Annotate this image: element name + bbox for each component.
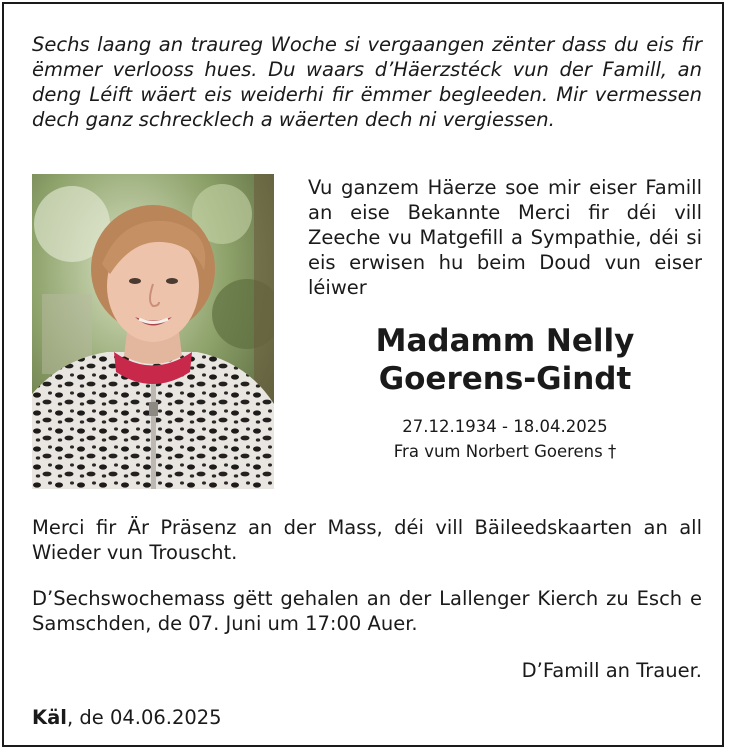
- name-line-1: Madamm Nelly: [375, 323, 635, 359]
- name-line-2: Goerens-Gindt: [378, 361, 632, 397]
- family-signature: D’Famill an Trauer.: [521, 659, 702, 682]
- deceased-name: [308, 322, 702, 398]
- place-date-line: [32, 705, 432, 730]
- obituary-card: [2, 2, 724, 747]
- place-name: Käl: [32, 706, 67, 729]
- spouse-line: Fra vum Norbert Goerens †: [393, 442, 617, 461]
- mass-thanks-paragraph: Merci fir Är Präsenz an der Mass, déi vill Bäileedskaarten an all Wieder vun Trouscht.: [32, 516, 702, 564]
- life-dates: 27.12.1934 - 18.04.2025: [402, 417, 608, 436]
- mass-announcement-paragraph: D’Sechswochemass gëtt gehalen an der Lallenger Kierch zu Esch e Samschden, de 07. Juni um 17:00 Auer.: [32, 587, 702, 635]
- intro-paragraph: Sechs laang an traureg Woche si vergaangen zënter dass du eis fir ëmmer verlooss hues. Du waars d’Häerzstéck vun der Famill, an deng Léift wäert eis weiderhi fir ëmmer begleeden. Mir vermessen dech ganz schrecklech a wäerten dech ni vergiessen.: [32, 33, 702, 131]
- portrait-photo: [32, 174, 274, 489]
- date-text: , de 04.06.2025: [66, 706, 222, 729]
- thanks-paragraph: Vu ganzem Häerze soe mir eiser Famill an eise Bekannte Merci fir déi vill Zeeche vu Matgefill a Sympathie, déi si eis erwisen hu beim Doud vun eiser léiwer: [308, 176, 702, 299]
